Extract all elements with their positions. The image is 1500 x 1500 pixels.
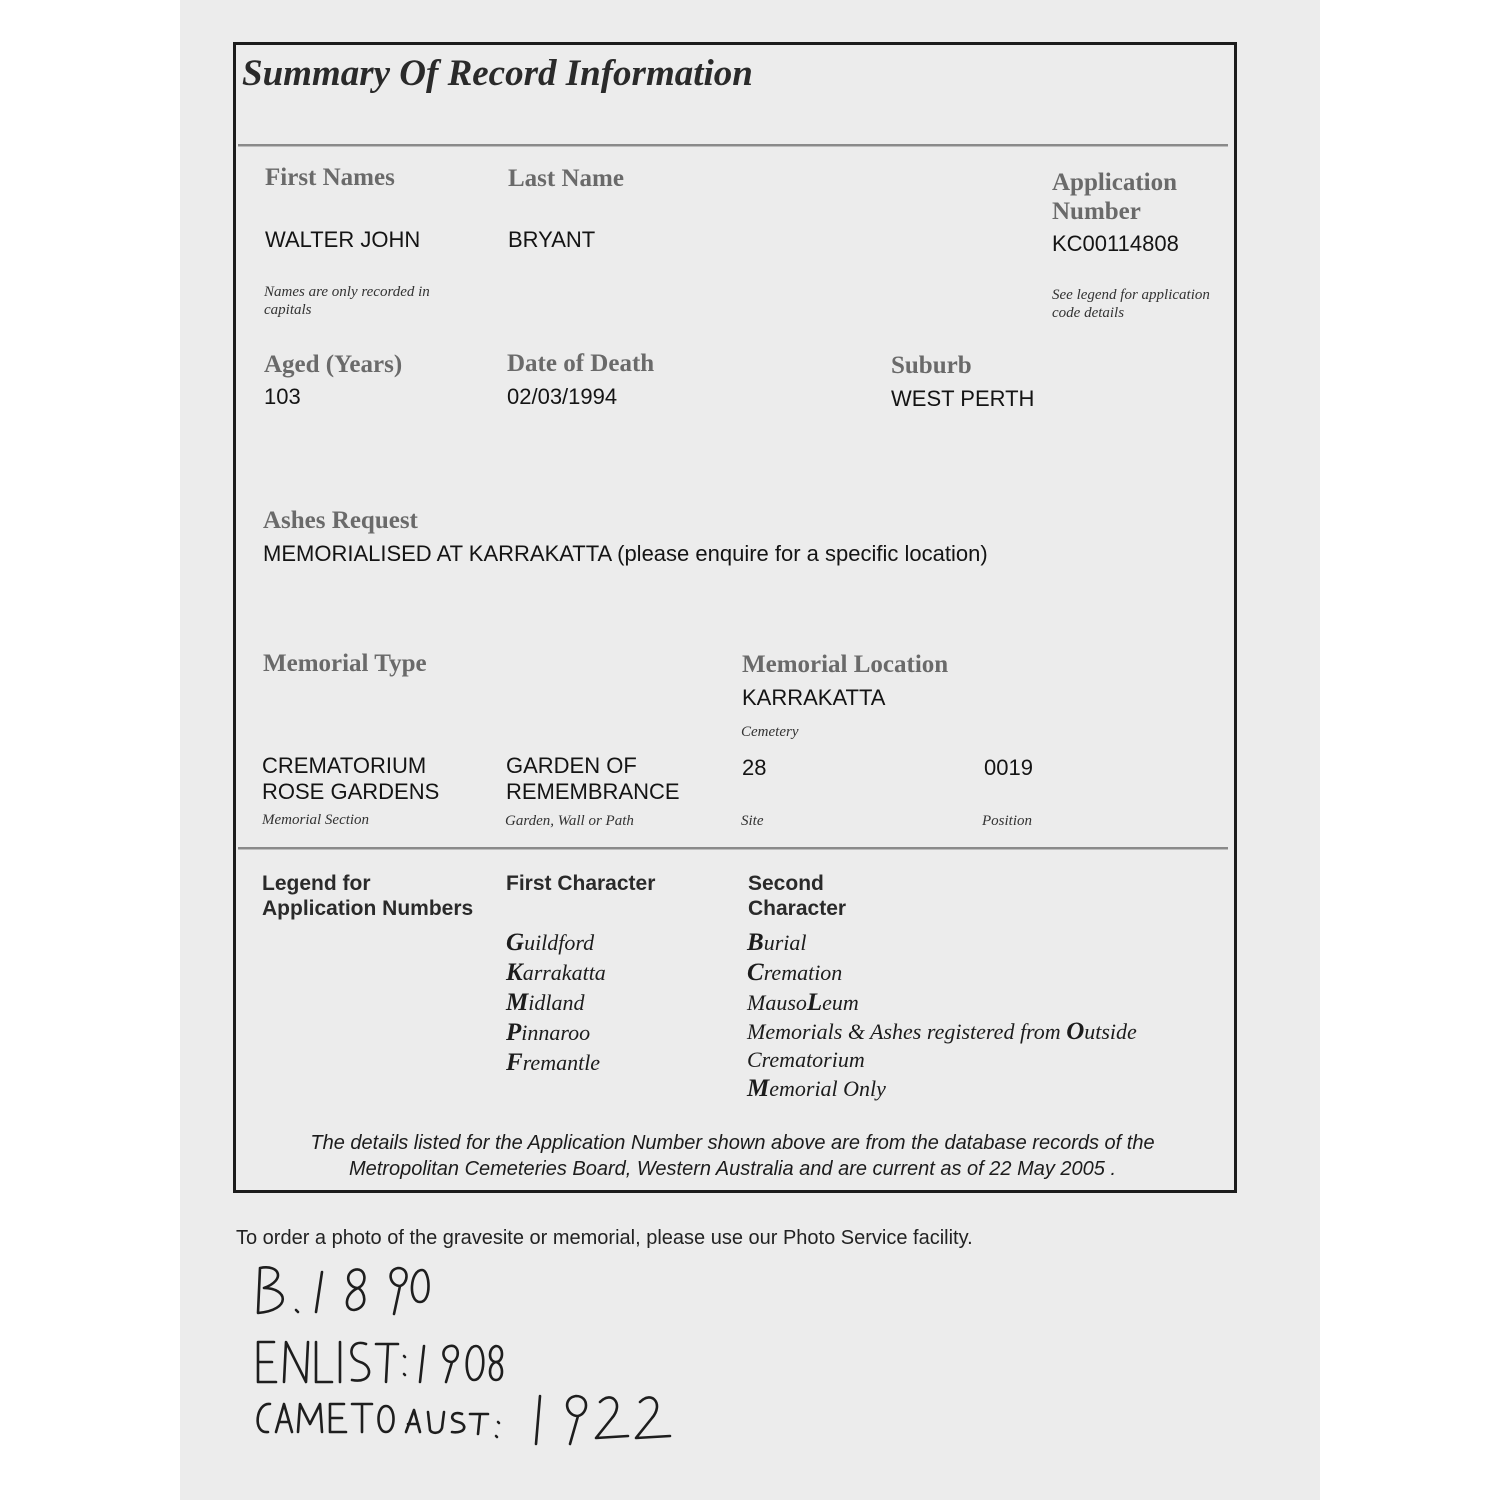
footer-line1: The details listed for the Application Number shown above are from the database records of the — [310, 1132, 1155, 1154]
date-of-death-value: 02/03/1994 — [507, 384, 618, 409]
cemetery-label: Cemetery — [741, 724, 799, 740]
application-note: See legend for application code details — [1052, 287, 1210, 321]
second-character-line2: Character — [748, 897, 847, 920]
second-character-list — [747, 928, 1137, 1104]
legend-item: Crematorium — [747, 1047, 865, 1072]
suburb-value: WEST PERTH — [891, 386, 1035, 411]
position-label: Position — [982, 813, 1033, 829]
photo-service-line: To order a photo of the gravesite or memorial, please use our Photo Service facility. — [236, 1227, 973, 1249]
legend-item: Guildford — [506, 929, 595, 956]
handwritten-note-arrival — [248, 1390, 678, 1448]
site-value: 28 — [742, 755, 767, 780]
legend-item: Pinnaroo — [506, 1019, 591, 1046]
legend-heading — [262, 871, 473, 921]
database-footer-note — [240, 1130, 1225, 1182]
second-character-line1: Second — [748, 872, 824, 895]
aged-value: 103 — [264, 384, 301, 409]
last-name-label: Last Name — [508, 165, 624, 192]
date-of-death-label: Date of Death — [507, 350, 655, 377]
first-names-label: First Names — [265, 164, 395, 191]
handwritten-note-birth — [250, 1258, 430, 1320]
legend-item: Fremantle — [506, 1049, 601, 1076]
aged-label: Aged (Years) — [264, 351, 403, 378]
ashes-request-value: MEMORIALISED AT KARRAKATTA (please enquire for a specific location) — [263, 541, 988, 566]
memorial-location-label: Memorial Location — [742, 651, 949, 678]
memorial-section-label: Memorial Section — [262, 812, 370, 828]
legend-item: Memorials & Ashes registered from Outside — [747, 1018, 1137, 1045]
memorial-type-label: Memorial Type — [263, 650, 427, 677]
first-character-heading: First Character — [506, 872, 656, 895]
legend-item: Burial — [747, 929, 807, 956]
garden-label: Garden, Wall or Path — [505, 813, 634, 829]
footer-line2: Metropolitan Cemeteries Board, Western Australia and are current as of 22 May 2005 . — [348, 1158, 1117, 1180]
position-value: 0019 — [984, 755, 1033, 780]
memorial-section-line1: CREMATORIUM — [262, 753, 427, 778]
memorial-section-line2: ROSE GARDENS — [262, 779, 440, 804]
garden-line2: REMEMBRANCE — [506, 779, 680, 804]
legend-heading-line1: Legend for — [262, 872, 371, 895]
legend-item: Midland — [506, 989, 585, 1016]
suburb-label: Suburb — [891, 352, 972, 379]
document-title: Summary Of Record Information — [242, 53, 753, 94]
garden-line1: GARDEN OF — [506, 753, 637, 778]
application-number-label: Application Number — [1052, 169, 1178, 225]
first-names-value: WALTER JOHN — [265, 227, 421, 252]
legend-item: MausoLeum — [747, 989, 859, 1016]
names-note: Names are only recorded in capitals — [264, 284, 430, 318]
ashes-request-label: Ashes Request — [263, 507, 418, 534]
legend-divider — [238, 847, 1228, 850]
legend-heading-line2: Application Numbers — [262, 897, 474, 920]
second-character-heading — [748, 871, 846, 921]
legend-item: Memorial Only — [747, 1075, 886, 1102]
handwritten-note-enlist — [252, 1334, 507, 1390]
legend-item: Karrakatta — [506, 959, 606, 986]
legend-item: Cremation — [747, 959, 843, 986]
title-divider — [238, 144, 1228, 147]
cemetery-value: KARRAKATTA — [742, 685, 886, 710]
first-character-list — [506, 928, 606, 1078]
site-label: Site — [741, 813, 764, 829]
application-number-value: KC00114808 — [1052, 231, 1179, 256]
last-name-value: BRYANT — [508, 227, 596, 252]
